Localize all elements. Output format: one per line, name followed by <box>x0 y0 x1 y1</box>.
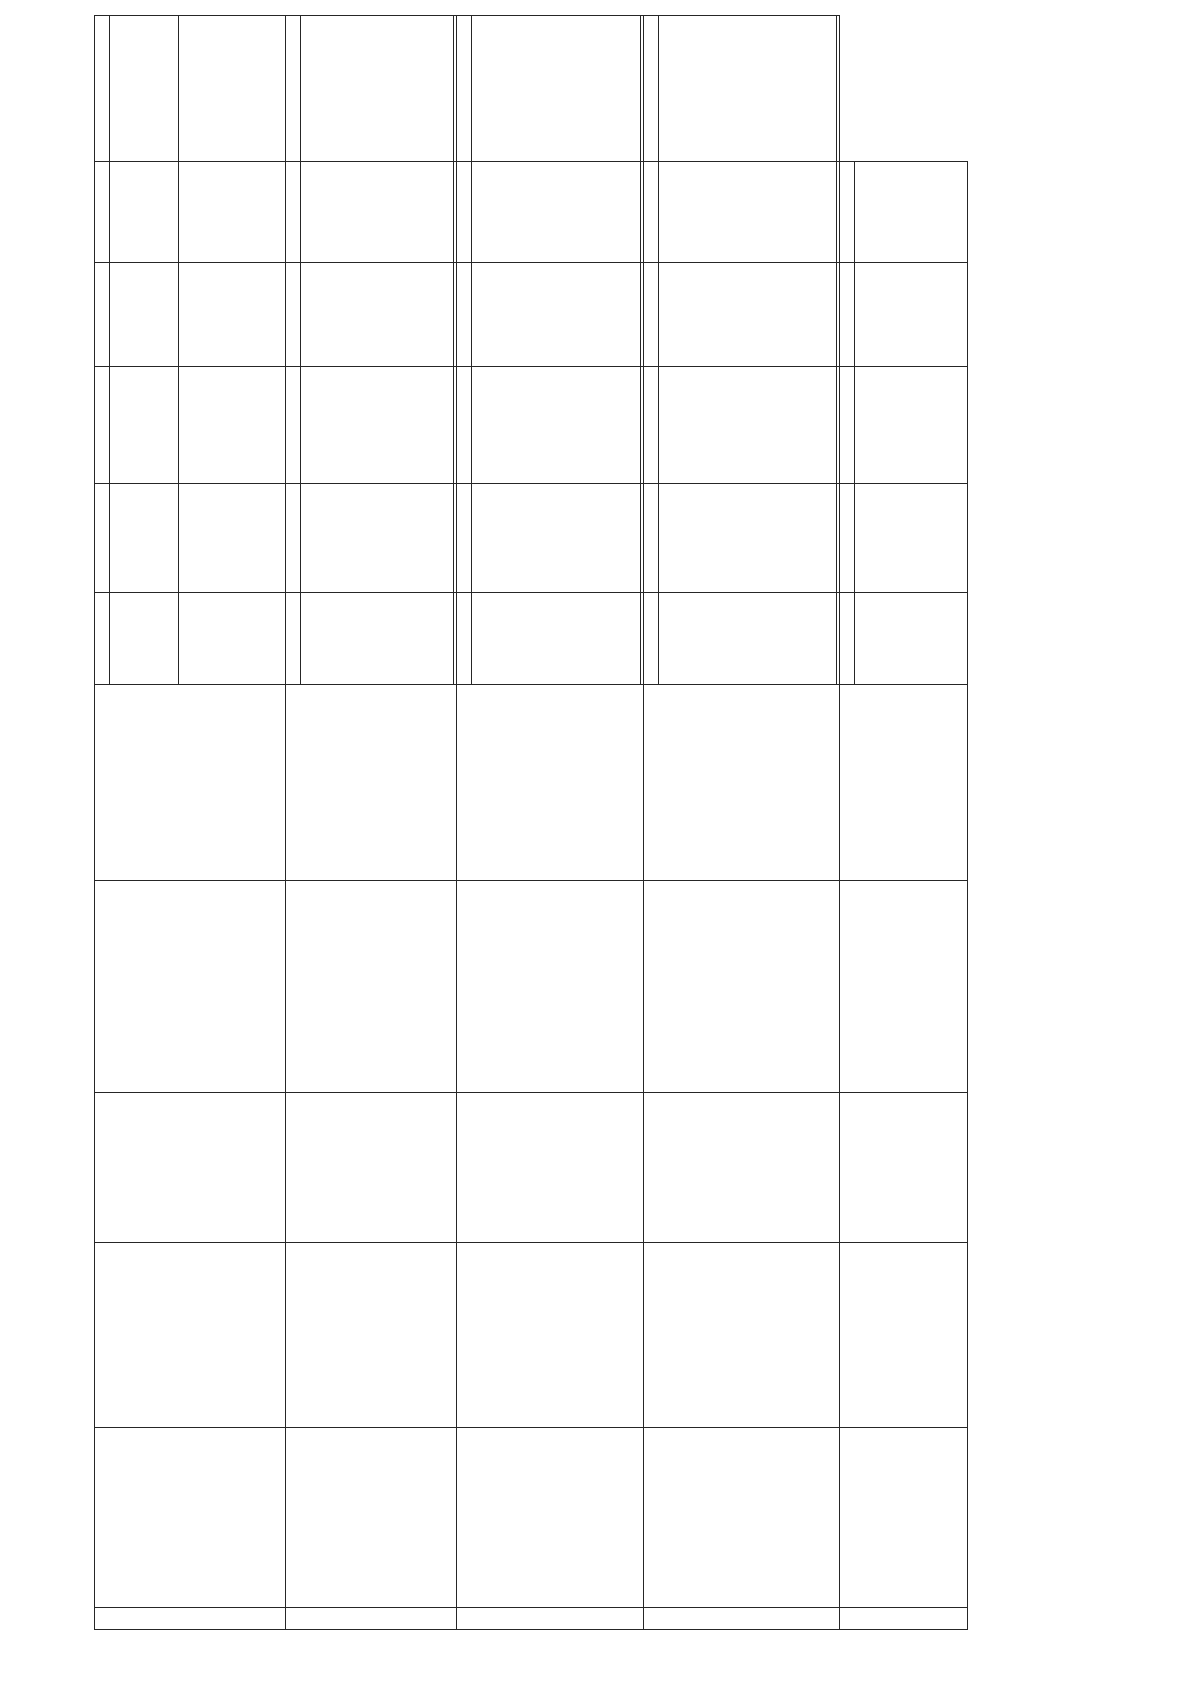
completion-date <box>457 881 644 1093</box>
regional-year-1 <box>855 263 968 367</box>
source-total-label <box>286 484 301 593</box>
funding-table <box>94 15 968 1630</box>
regional-year-3 <box>110 16 179 162</box>
prev-total <box>457 593 472 685</box>
row-number <box>95 1608 286 1630</box>
work-type <box>457 1243 644 1428</box>
total-year-3 <box>95 16 110 162</box>
prev-regional <box>472 593 641 685</box>
total-year-3 <box>286 16 301 162</box>
work-period <box>286 1093 457 1243</box>
total-year-1 <box>286 263 301 367</box>
municipal-year-3 <box>837 16 840 162</box>
prev-regional <box>659 593 837 685</box>
work-period <box>840 1093 968 1243</box>
regional-year-2 <box>472 162 641 263</box>
prev-total <box>840 593 855 685</box>
prev-regional <box>855 593 968 685</box>
table-row <box>840 16 855 1630</box>
completion-date <box>644 881 840 1093</box>
object-name <box>644 1428 840 1608</box>
total-year-1 <box>457 263 472 367</box>
work-period <box>457 1093 644 1243</box>
total-year-2 <box>286 162 301 263</box>
object-name <box>457 1428 644 1608</box>
object-cost <box>95 685 286 881</box>
regional-year-1 <box>110 263 179 367</box>
row-number <box>286 1608 457 1630</box>
row-number <box>644 1608 840 1630</box>
prev-total <box>95 593 110 685</box>
regional-year-2 <box>659 162 837 263</box>
work-period <box>95 1093 286 1243</box>
source-total-label <box>457 484 472 593</box>
object-name <box>95 1428 286 1608</box>
work-type <box>840 1243 968 1428</box>
municipal-year-1 <box>179 263 286 367</box>
source-regional-label <box>659 484 837 593</box>
source-total-label <box>840 484 855 593</box>
total-amount <box>95 367 110 484</box>
table-body <box>95 16 968 1630</box>
regional-year-1 <box>472 263 641 367</box>
total-year-2 <box>95 162 110 263</box>
regional-year-2 <box>301 162 454 263</box>
work-type <box>286 1243 457 1428</box>
total-year-2 <box>840 162 855 263</box>
total-year-2 <box>644 162 659 263</box>
total-year-1 <box>95 263 110 367</box>
total-year-2 <box>457 162 472 263</box>
regional-year-3 <box>659 16 837 162</box>
total-year-1 <box>840 263 855 367</box>
table-row <box>95 16 110 1630</box>
regional-amount <box>855 367 968 484</box>
regional-amount <box>472 367 641 484</box>
total-amount <box>840 367 855 484</box>
prev-total <box>286 593 301 685</box>
municipal-year-2 <box>179 162 286 263</box>
prev-municipal <box>179 593 286 685</box>
object-name <box>286 1428 457 1608</box>
regional-year-2 <box>855 162 968 263</box>
object-cost <box>457 685 644 881</box>
table-row <box>286 16 301 1630</box>
work-type <box>644 1243 840 1428</box>
table-row <box>644 16 659 1630</box>
source-municipal-label <box>179 484 286 593</box>
regional-year-1 <box>659 263 837 367</box>
object-cost <box>286 685 457 881</box>
work-period <box>644 1093 840 1243</box>
completion-date <box>286 881 457 1093</box>
object-cost <box>840 685 968 881</box>
table-row <box>457 16 472 1630</box>
regional-amount <box>659 367 837 484</box>
prev-regional <box>110 593 179 685</box>
total-amount <box>644 367 659 484</box>
prev-regional <box>301 593 454 685</box>
object-name <box>840 1428 968 1608</box>
source-regional-label <box>301 484 454 593</box>
prev-total <box>644 593 659 685</box>
total-year-3 <box>644 16 659 162</box>
source-regional-label <box>472 484 641 593</box>
work-type <box>95 1243 286 1428</box>
regional-year-2 <box>110 162 179 263</box>
total-year-1 <box>644 263 659 367</box>
regional-year-3 <box>472 16 641 162</box>
row-number <box>840 1608 968 1630</box>
completion-date <box>95 881 286 1093</box>
object-cost <box>644 685 840 881</box>
regional-amount <box>110 367 179 484</box>
regional-year-1 <box>301 263 454 367</box>
municipal-amount <box>179 367 286 484</box>
rotated-table-container <box>94 15 1189 1630</box>
page-number <box>60 823 80 883</box>
regional-amount <box>301 367 454 484</box>
source-total-label <box>644 484 659 593</box>
source-regional-label <box>110 484 179 593</box>
source-total-label <box>95 484 110 593</box>
total-year-3 <box>457 16 472 162</box>
source-regional-label <box>855 484 968 593</box>
row-number <box>457 1608 644 1630</box>
total-amount <box>457 367 472 484</box>
municipal-year-3 <box>179 16 286 162</box>
completion-date <box>840 881 968 1093</box>
regional-year-3 <box>301 16 454 162</box>
total-amount <box>286 367 301 484</box>
